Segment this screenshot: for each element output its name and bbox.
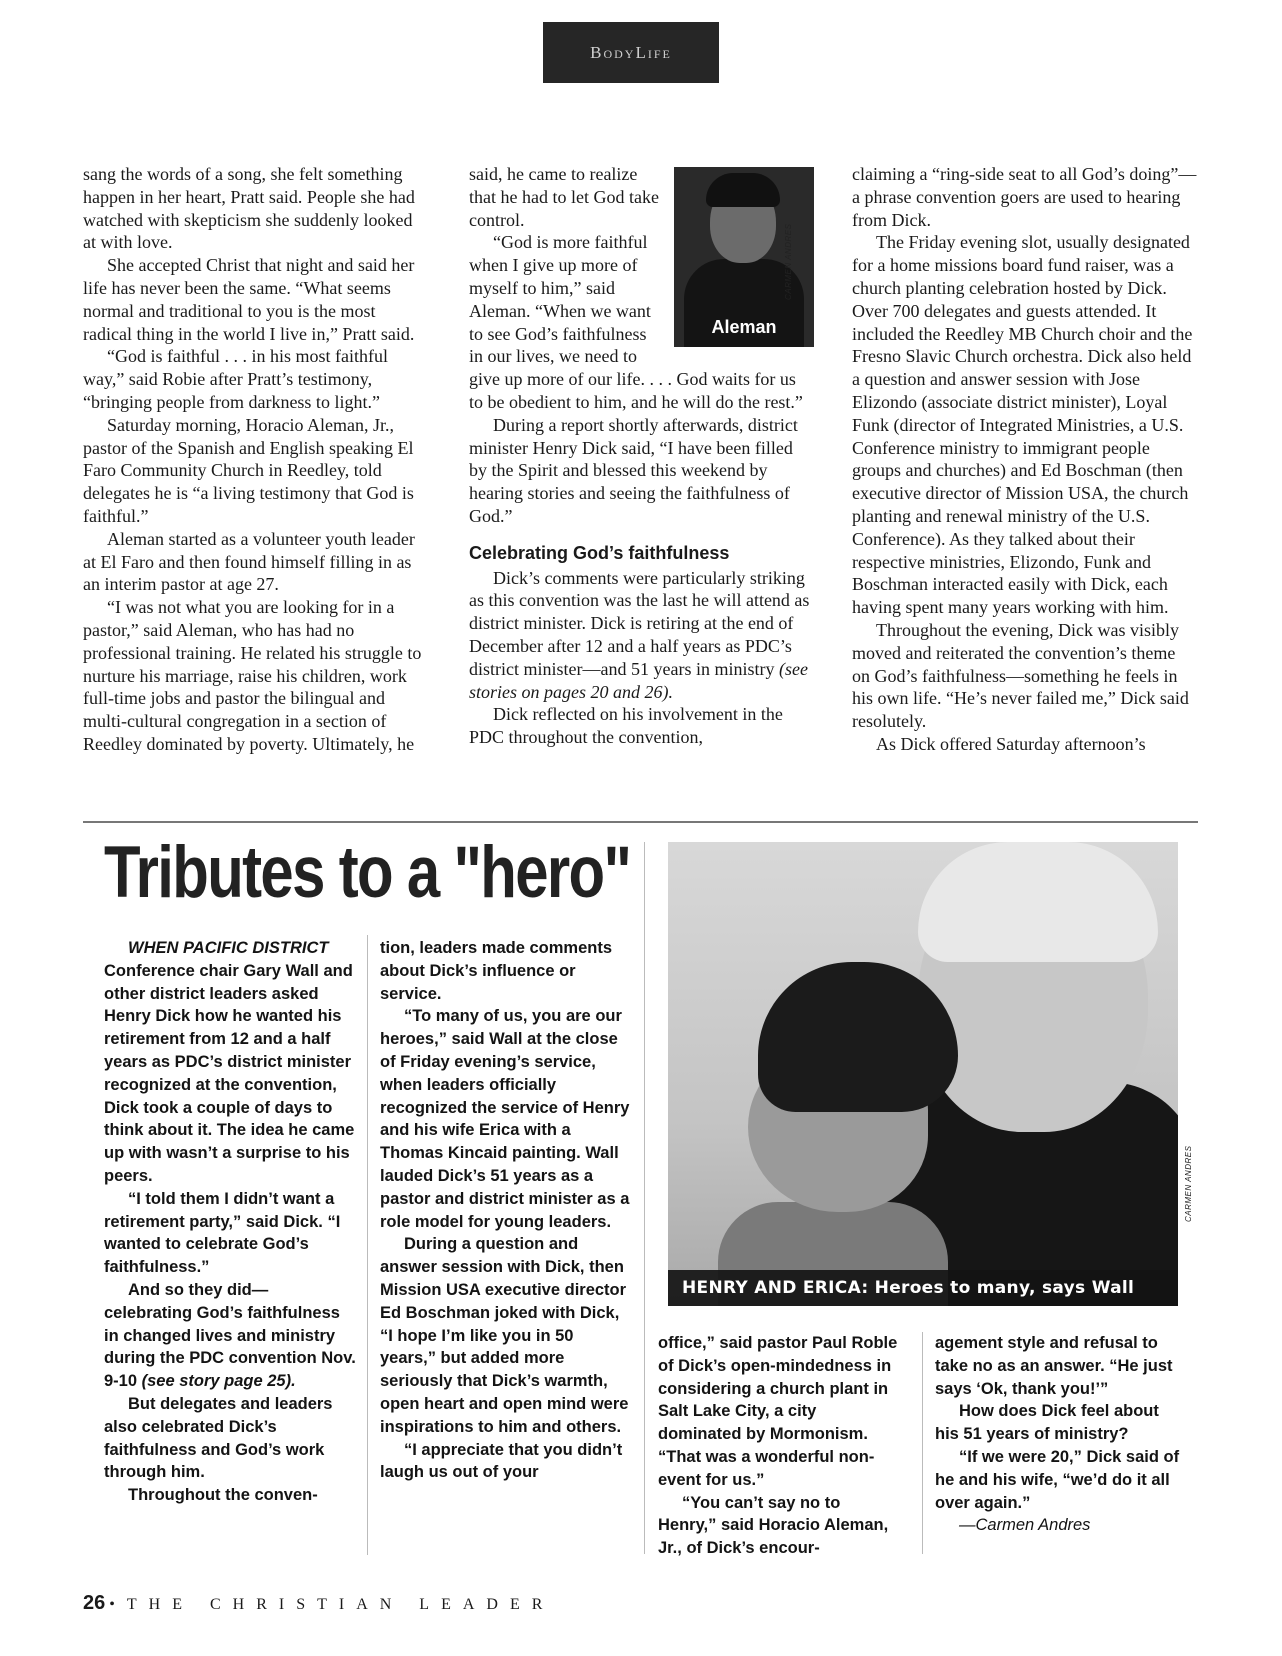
paragraph: “You can’t say no to Henry,” said Horacio Aleman, Jr., of Dick’s encour- — [658, 1493, 889, 1558]
sidebar-column-2 — [380, 937, 630, 1484]
paragraph: She accepted Christ that night and said her life has never been the same. “What seems normal and traditional to you is the most radical thing in the world I live in,” Pratt said. — [83, 255, 415, 344]
section-divider — [83, 821, 1198, 823]
aleman-photo — [674, 167, 814, 347]
paragraph: “I told them I didn’t want a retirement party,” said Dick. “I wanted to celebrate God’s faithfulness.” — [104, 1189, 341, 1277]
paragraph: Saturday morning, Horacio Aleman, Jr., pastor of the Spanish and English speaking El Faro Community Church in Reedley, told delegates he is “a living testimony that God is faithful.” — [83, 414, 414, 526]
paragraph — [104, 1279, 356, 1393]
lead-in — [104, 937, 356, 960]
paragraph: Throughout the conven- — [128, 1486, 318, 1505]
sidebar-column-1 — [104, 937, 356, 1507]
paragraph: Conference chair Gary Wall and other district leaders asked Henry Dick how he wanted his retirement from 12 and a half years as PDC’s district minister recognized at the convention, Dick took a couple of days to think about it. The idea he came up with wasn’t a surprise to his peers. — [104, 961, 355, 1185]
paragraph: During a question and answer session with Dick, then Mission USA executive director Ed Boschman joked with Dick, “I hope I’m like you in 50 years,” but added more seriously that Dick’s warmth, open heart and open mind were inspirations to him and others. — [380, 1235, 629, 1436]
paragraph: How does Dick feel about his 51 years of ministry? — [935, 1402, 1159, 1444]
paragraph: said, he came to realize that he had to let God take control. — [469, 164, 659, 230]
subheading: Celebrating God’s faithfulness — [469, 542, 730, 563]
column-divider — [644, 842, 645, 1554]
paragraph: claiming a “ring-side seat to all God’s doing”—a phrase convention goers are used to hearing from Dick. — [852, 164, 1197, 230]
article-column-3 — [852, 163, 1197, 756]
paragraph: sang the words of a song, she felt something happen in her heart, Pratt said. People she had watched with skepticism she suddenly looked at with love. — [83, 164, 415, 253]
paragraph-text: Dick’s comments were particularly striking as this convention was the last he will attend as district minister. Dick is retiring at the end of December after 12 and a half years as PDC’s district minister—and 51 years in ministry — [469, 567, 810, 679]
see-reference: (see stories on pages 20 and 26). — [469, 658, 808, 702]
lead-in-text: WHEN PACIFIC DISTRICT — [128, 939, 329, 957]
paragraph: “God is faithful . . . in his most faithful way,” said Robie after Pratt’s testimony, “bringing people from darkness to light.” — [83, 346, 388, 412]
article-column-2 — [469, 163, 814, 749]
paragraph: agement style and refusal to take no as an answer. “He just says ‘Ok, thank you!’” — [935, 1334, 1173, 1398]
signature: —Carmen Andres — [959, 1516, 1091, 1535]
paragraph: “To many of us, you are our heroes,” said Wall at the close of Friday evening’s service, when leaders officially recognized the service of Henry and his wife Erica with a Thomas Kincaid painting. Wall lauded Dick’s 51 years as a pastor and district minister as a role model for young leaders. — [380, 1007, 630, 1231]
paragraph: “I was not what you are looking for in a pastor,” said Aleman, who has had no professional training. He related his struggle to nurture his marriage, raise his children, work full-time jobs and pastor the bilingual and multi-cultural congregation in a section of Reedley dominated by poverty. Ultimately, he — [83, 597, 422, 754]
page-number: 26 — [83, 1592, 106, 1614]
henry-erica-photo — [668, 842, 1178, 1306]
paragraph: But delegates and leaders also celebrated Dick’s faithfulness and God’s work through him. — [104, 1394, 333, 1482]
paragraph: “If we were 20,” Dick said of he and his wife, “we’d do it all over again.” — [935, 1447, 1180, 1512]
column-divider — [367, 935, 368, 1555]
paragraph: Aleman started as a volunteer youth leader at El Faro and then found himself filling in as an interim pastor at age 27. — [83, 528, 415, 595]
paragraph: During a report shortly afterwards, district minister Henry Dick said, “I have been filled by the Spirit and blessed this weekend by hearing stories and seeing the faithfulness of God.” — [469, 414, 798, 526]
paragraph-text: And so they did—celebrating God’s faithfulness in changed lives and ministry during the PDC convention Nov. 9-10 — [104, 1280, 356, 1391]
article-column-1 — [83, 163, 428, 756]
column-divider — [922, 1332, 923, 1554]
photo-subject-hair — [706, 173, 780, 207]
paragraph: “I appreciate that you didn’t laugh us out of your — [380, 1440, 623, 1482]
paragraph: tion, leaders made comments about Dick’s influence or service. — [380, 939, 612, 1003]
paragraph: As Dick offered Saturday afternoon’s — [876, 733, 1146, 754]
section-header: BodyLife — [543, 22, 719, 83]
paragraph: office,” said pastor Paul Roble of Dick’s open-mindedness in considering a church plant in Salt Lake City, a city dominated by Mormonism. “That was a wonderful non-event for us.” — [658, 1334, 898, 1489]
aleman-photo-caption: Aleman — [711, 317, 777, 338]
sidebar-column-3 — [658, 1332, 903, 1560]
paragraph: Dick reflected on his involvement in the PDC throughout the convention, — [469, 704, 783, 748]
paragraph: The Friday evening slot, usually designated for a home missions board fund raiser, was a church planting celebration hosted by Dick. Over 700 delegates and guests attended. It included the Reedley MB Church choir and the Fresno Slavic Church orchestra. Dick also held a question and answer session with Jose Elizondo (associate district minister), Loyal Funk (director of Integrated Ministries, a U.S. Conference ministry to immigrant people groups and churches) and Ed Boschman (then executive director of Mission USA, the church planting and renewal ministry of the U.S. Conference). As they talked about their respective ministries, Elizondo, Funk and Boschman interacted easily with Dick, each having spent many years working with him. — [852, 232, 1193, 618]
main-photo-credit: CARMEN ANDRES — [1184, 1145, 1193, 1222]
sidebar-headline: Tributes to a "hero" — [104, 832, 631, 913]
page-footer — [83, 1592, 554, 1615]
publication-name: THE CHRISTIAN LEADER — [126, 1596, 555, 1613]
see-reference: (see story page 25). — [141, 1372, 296, 1391]
photo-man-hair — [918, 842, 1158, 962]
sidebar-column-4 — [935, 1332, 1183, 1537]
aleman-photo-credit: CARMEN ANDRES — [784, 223, 793, 300]
photo-caption: HENRY AND ERICA: Heroes to many, says Wall — [668, 1270, 1178, 1306]
paragraph — [469, 567, 814, 704]
bullet-separator: • — [109, 1596, 123, 1613]
paragraph: Throughout the evening, Dick was visibly moved and reiterated the convention’s theme on God’s faithfulness—something he feels in his own life. “He’s never failed me,” Dick said resolutely. — [852, 619, 1189, 732]
paragraph: “God is more faithful when I give up more of myself to him,” said Aleman. “When we want to see God’s faithfulness in our lives, we need to give up more of our life. . . . God waits for us to be obedient to him, and he will do the rest.” — [469, 232, 803, 412]
